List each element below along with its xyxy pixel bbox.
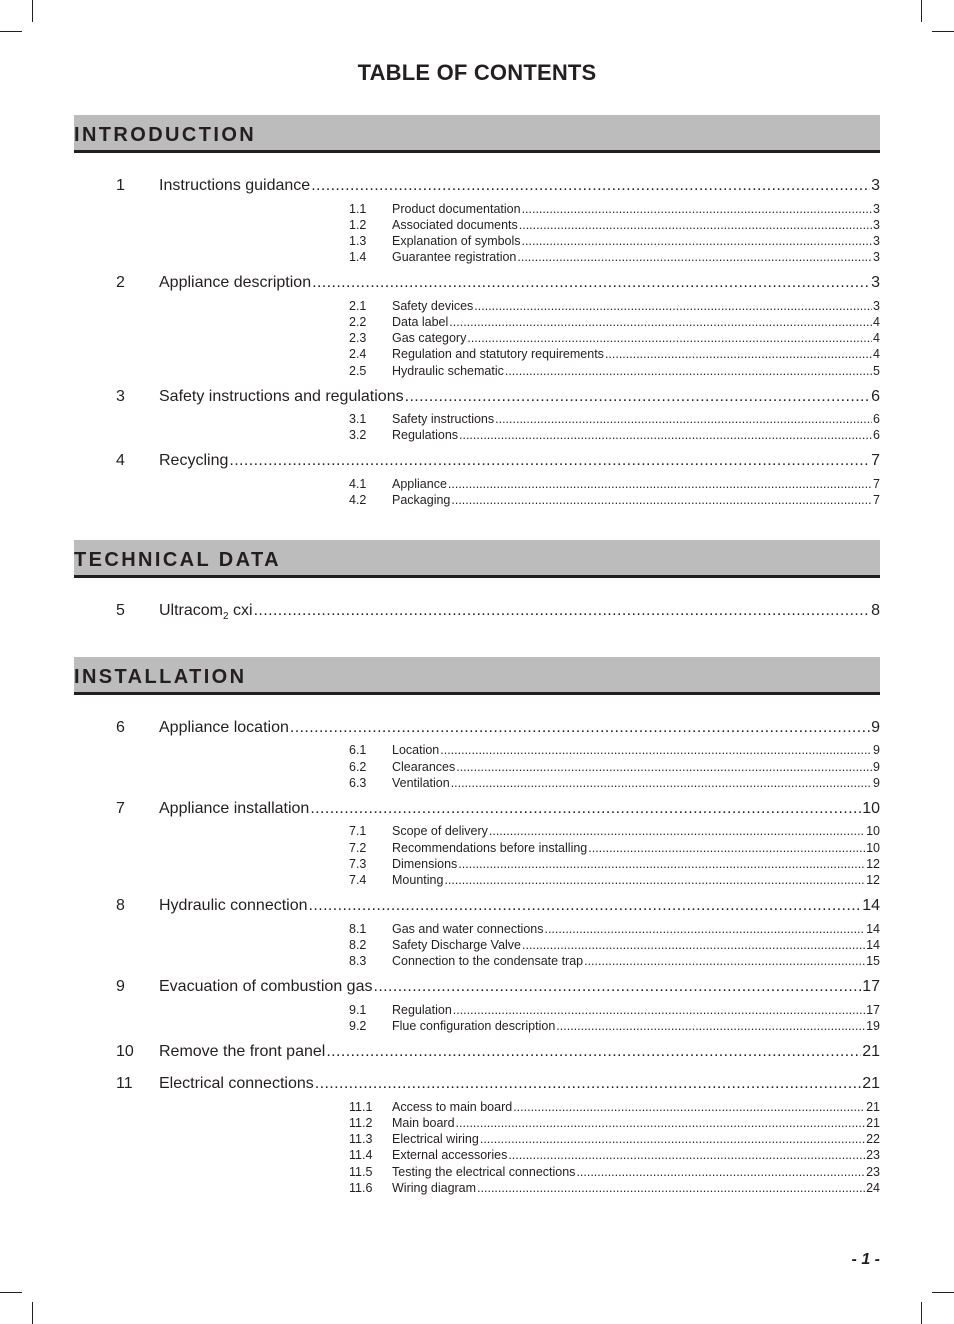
dot-leader [495,411,872,427]
entry-page: 10 [862,800,880,817]
subentry-title: Safety Discharge Valve [392,938,521,952]
subentry-page: 12 [866,857,880,871]
subentry-number: 2.1 [349,299,367,313]
entry-title: Evacuation of combustion gas [159,978,373,995]
toc-subentry[interactable] [349,217,880,233]
toc-subentry[interactable] [349,1147,880,1163]
subentry-page: 9 [873,776,880,790]
dot-leader [508,1147,865,1163]
subentry-page: 21 [866,1116,880,1130]
subentry-number: 9.1 [349,1003,367,1017]
subentry-page: 3 [873,202,880,216]
subentry-number: 7.2 [349,841,367,855]
subentry-number: 6.2 [349,760,367,774]
toc-entry[interactable] [116,977,880,997]
subentry-page: 22 [866,1132,880,1146]
toc-subentry[interactable] [349,775,880,791]
subentry-number: 3.1 [349,412,367,426]
subentry-page: 12 [866,873,880,887]
subentry-title: Regulation [392,1003,452,1017]
toc-entry[interactable] [116,718,880,738]
toc-subentry[interactable] [349,201,880,217]
dot-leader [474,298,872,314]
entry-number: 5 [116,602,125,619]
entry-page: 14 [862,897,880,914]
dot-leader [522,233,873,249]
subentry-page: 4 [873,331,880,345]
subentry-title: Mounting [392,873,444,887]
entry-title: Safety instructions and regulations [159,388,404,405]
toc-subentry[interactable] [349,476,880,492]
toc-subentry[interactable] [349,1018,880,1034]
crop-mark [0,31,22,32]
subentry-title: Data label [392,315,449,329]
dot-leader [453,1002,865,1018]
entry-number: 8 [116,897,125,914]
subentry-title: Clearances [392,760,456,774]
entry-page: 21 [862,1043,880,1060]
subentry-page: 23 [866,1165,880,1179]
subentry-number: 2.3 [349,331,367,345]
dot-leader [522,937,865,953]
entry-number: 1 [116,177,125,194]
subentry-number: 6.1 [349,743,367,757]
dot-leader [513,1099,865,1115]
section-heading: TECHNICAL DATA [74,549,281,571]
crop-mark [932,31,954,32]
subentry-title: Ventilation [392,776,450,790]
subentry-title: Regulation and statutory requirements [392,347,604,361]
entry-page: 6 [871,388,880,405]
entry-number: 2 [116,274,125,291]
toc-subentry[interactable] [349,314,880,330]
subentry-number: 11.3 [349,1132,373,1146]
toc-subentry[interactable] [349,492,880,508]
subentry-title: Product documentation [392,202,521,216]
subentry-number: 1.3 [349,234,367,248]
dot-leader [451,775,872,791]
toc-subentry[interactable] [349,1099,880,1115]
toc-entry[interactable] [116,799,880,819]
crop-mark [932,1292,954,1293]
subentry-page: 23 [866,1148,880,1162]
entry-number: 11 [116,1075,133,1092]
page-number: - 1 - [851,1251,880,1268]
toc-subentry[interactable] [349,1164,880,1180]
crop-mark [921,1302,922,1324]
toc-subentry[interactable] [349,1002,880,1018]
section-heading: INTRODUCTION [74,124,257,146]
dot-leader [544,921,865,937]
subentry-number: 7.3 [349,857,367,871]
subentry-number: 11.1 [349,1100,373,1114]
subentry-title: Gas category [392,331,467,345]
dot-leader [290,718,870,738]
subentry-title: Appliance [392,477,447,491]
dot-leader [519,217,872,233]
entry-page: 9 [871,719,880,736]
dot-leader [480,1131,865,1147]
subentry-number: 6.3 [349,776,367,790]
subentry-page: 6 [873,412,880,426]
toc-entry[interactable] [116,1042,880,1062]
subentry-title: Guarantee registration [392,250,517,264]
subentry-number: 1.1 [349,202,367,216]
toc-entry[interactable] [116,273,880,293]
subentry-number: 11.2 [349,1116,373,1130]
toc-subentry[interactable] [349,742,880,758]
entry-number: 10 [116,1043,134,1060]
subentry-number: 7.4 [349,873,367,887]
entry-number: 9 [116,978,125,995]
dot-leader [588,840,865,856]
page-title: TABLE OF CONTENTS [357,60,597,85]
dot-leader [444,872,865,888]
dot-leader [309,896,862,916]
entry-page: 17 [862,978,880,995]
subentry-page: 14 [866,938,880,952]
toc-entry[interactable] [116,451,880,471]
entry-page: 7 [871,452,880,469]
toc-subentry[interactable] [349,937,880,953]
subentry-page: 5 [873,364,880,378]
entry-title [159,601,253,621]
entry-title: Appliance description [159,274,312,291]
toc-subentry[interactable] [349,856,880,872]
subentry-page: 19 [866,1019,880,1033]
toc-subentry[interactable] [349,823,880,839]
toc-subentry[interactable] [349,411,880,427]
entry-title-main: Ultracom [159,602,224,619]
dot-leader [517,249,872,265]
entry-title: Appliance location [159,719,289,736]
dot-leader [458,856,865,872]
subentry-page: 14 [866,922,880,936]
subentry-number: 11.5 [349,1165,373,1179]
entry-title-subscript: 2 [223,611,229,623]
toc-entry[interactable] [116,176,880,196]
dot-leader [477,1180,865,1196]
subentry-number: 3.2 [349,428,367,442]
toc-subentry[interactable] [349,363,880,379]
crop-mark [32,1302,33,1324]
entry-title: Recycling [159,452,229,469]
subentry-page: 3 [873,250,880,264]
toc-entry[interactable] [116,387,880,407]
dot-leader [584,953,865,969]
subentry-title: Access to main board [392,1100,513,1114]
entry-title: Remove the front panel [159,1043,326,1060]
entry-title: Instructions guidance [159,177,311,194]
dot-leader [605,346,872,362]
section-header-technical-data [74,540,880,578]
dot-leader [522,201,872,217]
subentry-number: 8.3 [349,954,367,968]
subentry-page: 4 [873,347,880,361]
toc-subentry[interactable] [349,427,880,443]
subentry-title: Wiring diagram [392,1181,477,1195]
subentry-number: 11.4 [349,1148,373,1162]
subentry-title: Safety devices [392,299,474,313]
subentry-title: Packaging [392,493,451,507]
dot-leader [456,759,872,775]
subentry-page: 3 [873,234,880,248]
subentry-title: Dimensions [392,857,458,871]
toc-subentry[interactable] [349,840,880,856]
subentry-page: 4 [873,315,880,329]
toc-subentry[interactable] [349,759,880,775]
subentry-number: 11.6 [349,1181,373,1195]
subentry-page: 9 [873,743,880,757]
subentry-number: 8.2 [349,938,367,952]
subentry-page: 7 [873,493,880,507]
subentry-page: 24 [866,1181,880,1195]
subentry-number: 2.5 [349,364,367,378]
dot-leader [229,451,870,471]
toc-subentry[interactable] [349,233,880,249]
subentry-title: Hydraulic schematic [392,364,504,378]
subentry-title: External accessories [392,1148,508,1162]
dot-leader [254,601,871,621]
entry-title: Appliance installation [159,800,310,817]
dot-leader [405,387,871,407]
subentry-title: Main board [392,1116,455,1130]
toc-entry[interactable] [116,1074,880,1094]
dot-leader [315,1074,861,1094]
section-header-installation [74,657,880,695]
toc-subentry[interactable] [349,249,880,265]
toc-subentry[interactable] [349,921,880,937]
toc-subentry[interactable] [349,1115,880,1131]
entry-page: 3 [871,274,880,291]
subentry-number: 4.1 [349,477,367,491]
subentry-page: 9 [873,760,880,774]
dot-leader [456,1115,866,1131]
subentry-page: 17 [866,1003,880,1017]
dot-leader [459,427,872,443]
subentry-number: 2.2 [349,315,367,329]
subentry-number: 1.2 [349,218,367,232]
subentry-number: 8.1 [349,922,367,936]
subentry-number: 1.4 [349,250,367,264]
entry-number: 3 [116,388,125,405]
toc-subentry[interactable] [349,1180,880,1196]
dot-leader [440,742,872,758]
dot-leader [310,799,861,819]
dot-leader [489,823,865,839]
subentry-page: 3 [873,299,880,313]
entry-page: 21 [862,1075,880,1092]
dot-leader [448,476,872,492]
dot-leader [449,314,872,330]
subentry-page: 10 [866,824,880,838]
entry-number: 7 [116,800,125,817]
subentry-number: 9.2 [349,1019,367,1033]
entry-title: Hydraulic connection [159,897,308,914]
toc-entry[interactable] [116,896,880,916]
subentry-title: Recommendations before installing [392,841,588,855]
entry-number: 6 [116,719,125,736]
subentry-title: Connection to the condensate trap [392,954,584,968]
dot-leader [556,1018,865,1034]
subentry-number: 7.1 [349,824,367,838]
section-header-introduction [74,115,880,153]
dot-leader [326,1042,861,1062]
subentry-title: Flue configuration description [392,1019,556,1033]
subentry-page: 21 [866,1100,880,1114]
entry-page: 8 [871,602,880,619]
subentry-page: 3 [873,218,880,232]
subentry-number: 4.2 [349,493,367,507]
toc-subentry[interactable] [349,872,880,888]
subentry-title: Location [392,743,440,757]
toc-subentry[interactable] [349,1131,880,1147]
crop-mark [921,0,922,22]
toc-entry[interactable] [116,601,880,621]
dot-leader [373,977,861,997]
entry-number: 4 [116,452,125,469]
subentry-page: 7 [873,477,880,491]
entry-title: Electrical connections [159,1075,314,1092]
subentry-title: Explanation of symbols [392,234,521,248]
entry-page: 3 [871,177,880,194]
toc-subentry[interactable] [349,346,880,362]
subentry-title: Electrical wiring [392,1132,479,1146]
crop-mark [32,0,33,22]
subentry-page: 15 [866,954,880,968]
section-heading: INSTALLATION [74,666,247,688]
dot-leader [576,1164,865,1180]
toc-subentry[interactable] [349,330,880,346]
subentry-title: Gas and water connections [392,922,544,936]
subentry-page: 10 [866,841,880,855]
dot-leader [467,330,872,346]
subentry-title: Testing the electrical connections [392,1165,576,1179]
toc-subentry[interactable] [349,298,880,314]
entry-title-suffix: cxi [228,602,253,619]
toc-subentry[interactable] [349,953,880,969]
subentry-title: Regulations [392,428,459,442]
dot-leader [311,176,870,196]
crop-mark [0,1292,22,1293]
dot-leader [451,492,872,508]
dot-leader [505,363,872,379]
subentry-title: Associated documents [392,218,518,232]
subentry-number: 2.4 [349,347,367,361]
subentry-page: 6 [873,428,880,442]
subentry-title: Scope of delivery [392,824,488,838]
dot-leader [312,273,870,293]
subentry-title: Safety instructions [392,412,495,426]
